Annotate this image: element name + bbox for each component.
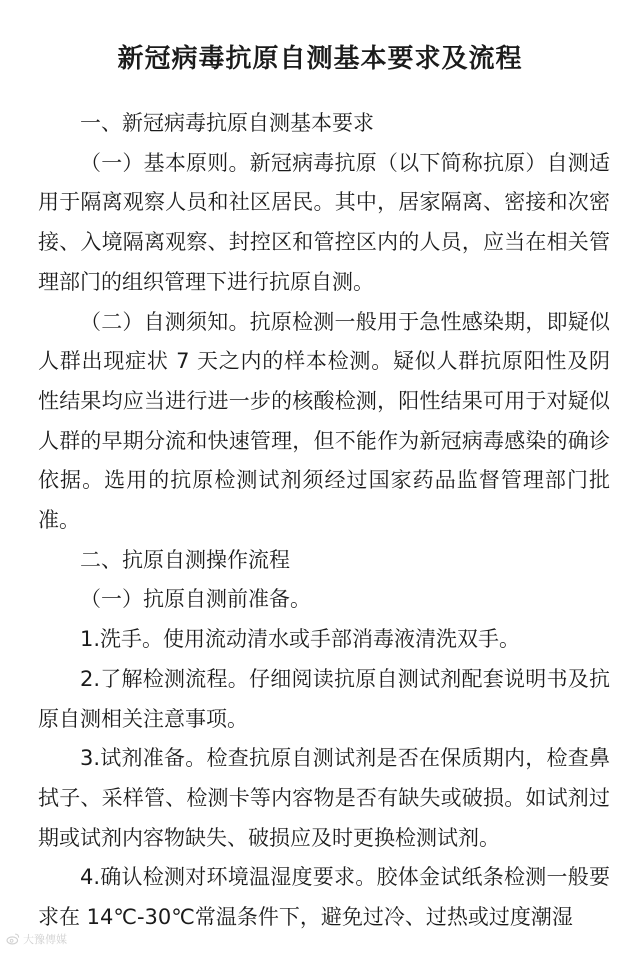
section-heading-procedure: 二、抗原自测操作流程 <box>80 547 290 572</box>
document-title: 新冠病毒抗原自测基本要求及流程 <box>117 44 523 74</box>
weibo-logo-icon <box>6 932 20 946</box>
step-environment-check: 4.确认检测对环境温湿度要求。胶体金试纸条检测一般要求在 14℃-30℃常温条件下，避免过冷、过热或过度潮湿 <box>38 865 610 930</box>
document-body <box>38 104 610 938</box>
section-heading-requirements: 一、新冠病毒抗原自测基本要求 <box>80 111 374 135</box>
subheading-preparation: （一）抗原自测前准备。 <box>80 587 311 612</box>
step-reagent-preparation: 3.试剂准备。检查抗原自测试剂是否在保质期内，检查鼻拭子、采样管、检测卡等内容物是否有缺失或破损。如试剂过期或试剂内容物缺失、破损应及时更换检测试剂。 <box>38 746 610 850</box>
paragraph-basic-principles: （一）基本原则。新冠病毒抗原（以下简称抗原）自测适用于隔离观察人员和社区居民。其中，居家隔离、密接和次密接、入境隔离观察、封控区和管控区内的人员，应当在相关管理部门的组织管理下进行抗原自测。 <box>38 150 610 294</box>
watermark-text: 大豫傳媒 <box>23 933 67 946</box>
step-understand-procedure: 2.了解检测流程。仔细阅读抗原自测试剂配套说明书及抗原自测相关注意事项。 <box>38 666 610 731</box>
paragraph-testing-notes: （二）自测须知。抗原检测一般用于急性感染期，即疑似人群出现症状 7 天之内的样本检测。疑似人群抗原阳性及阴性结果均应当进行进一步的核酸检测，阳性结果可用于对疑似人群的早期分流和快速管理，但不能作为新冠病毒感染的确诊依据。选用的抗原检测试剂须经过国家药品监督管理部门批准。 <box>38 309 610 533</box>
step-wash-hands: 1.洗手。使用流动清水或手部消毒液清洗双手。 <box>80 627 521 652</box>
watermark <box>6 930 67 948</box>
